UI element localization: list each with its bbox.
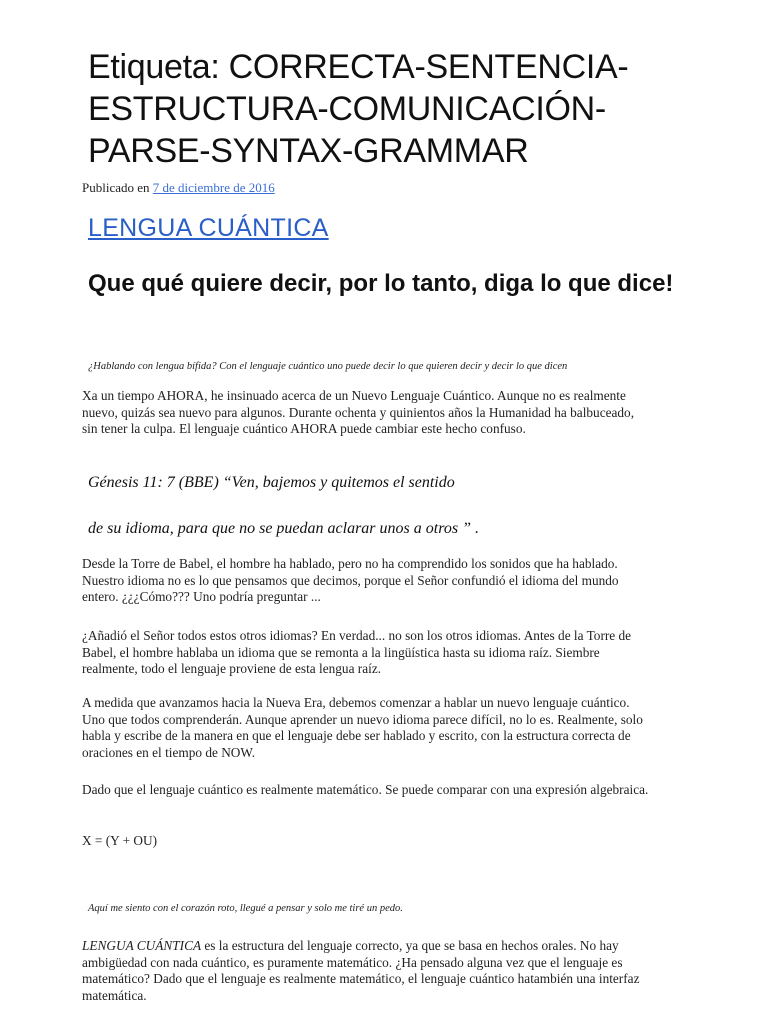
image-caption: Aquí me siento con el corazón roto, llegué a pensar y solo me tiré un pedo.: [88, 903, 403, 914]
paragraph: A medida que avanzamos hacia la Nueva Era, debemos comenzar a hablar un nuevo lenguaje cuántico. Uno que todos comprenderán. Aunque aprender un nuevo idioma parece difícil, no lo es. Realmente, solo habla y escribe de la manera en que el lenguaje debe ser hablado y escrito, con la estructura correcta de oraciones en el tiempo de NOW.: [82, 695, 643, 760]
paragraph: [82, 938, 652, 1004]
paragraph: ¿Añadió el Señor todos estos otros idiomas? En verdad... no son los otros idiomas. Antes de la Torre de Babel, el hombre hablaba un idioma que se remonta a la lingüística hasta su idioma raíz. Siembre realmente, todo el lenguaje proviene de esta lengua raíz.: [82, 628, 632, 677]
published-date-link[interactable]: 7 de diciembre de 2016: [152, 180, 275, 195]
post-meta: [82, 180, 275, 196]
formula: X = (Y + OU): [82, 833, 158, 848]
page-title: Etiqueta: CORRECTA-SENTENCIA-ESTRUCTURA-COMUNICACIÓN-PARSE-SYNTAX-GRAMMAR: [88, 48, 629, 170]
paragraph: Desde la Torre de Babel, el hombre ha hablado, pero no ha comprendido los sonidos que ha hablado. Nuestro idioma no es lo que pensamos que decimos, porque el Señor confundió el idioma del mundo entero. ¿¿¿Cómo??? Uno podría preguntar ...: [82, 556, 619, 605]
quote-line: de su idioma, para que no se puedan aclarar unos a otros ” .: [88, 520, 479, 537]
post-subheading: Que qué quiere decir, por lo tanto, diga lo que dice!: [88, 270, 674, 297]
paragraph: Xa un tiempo AHORA, he insinuado acerca de un Nuevo Lenguaje Cuántico. Aunque no es realmente nuevo, quizás sea nuevo para algunos. Durante ochenta y quinientos años la Humanidad ha balbuceado, sin tener la culpa. El lenguaje cuántico AHORA puede cambiar este hecho confuso.: [82, 388, 635, 437]
quote-line: Génesis 11: 7 (BBE) “Ven, bajemos y quitemos el sentido: [88, 474, 455, 491]
post-title-link[interactable]: LENGUA CUÁNTICA: [88, 214, 329, 242]
published-label: Publicado en: [82, 180, 150, 195]
paragraph-text: es la estructura del lenguaje correcto, ya que se basa en hechos orales. No hay ambigüedad con nada cuántico, es puramente matemático. ¿Ha pensado alguna vez que el lenguaje es matemático? Dado que el lenguaje es realmente matemático, el lenguaje cuántico hatambién una interfaz matemática.: [82, 938, 640, 1003]
paragraph: Dado que el lenguaje cuántico es realmente matemático. Se puede comparar con una expresión algebraica.: [82, 782, 649, 797]
term-emphasis: LENGUA CUÁNTICA: [82, 938, 202, 953]
image-caption: ¿Hablando con lengua bífida? Con el lenguaje cuántico uno puede decir lo que quieren decir y decir lo que dicen: [88, 361, 568, 372]
